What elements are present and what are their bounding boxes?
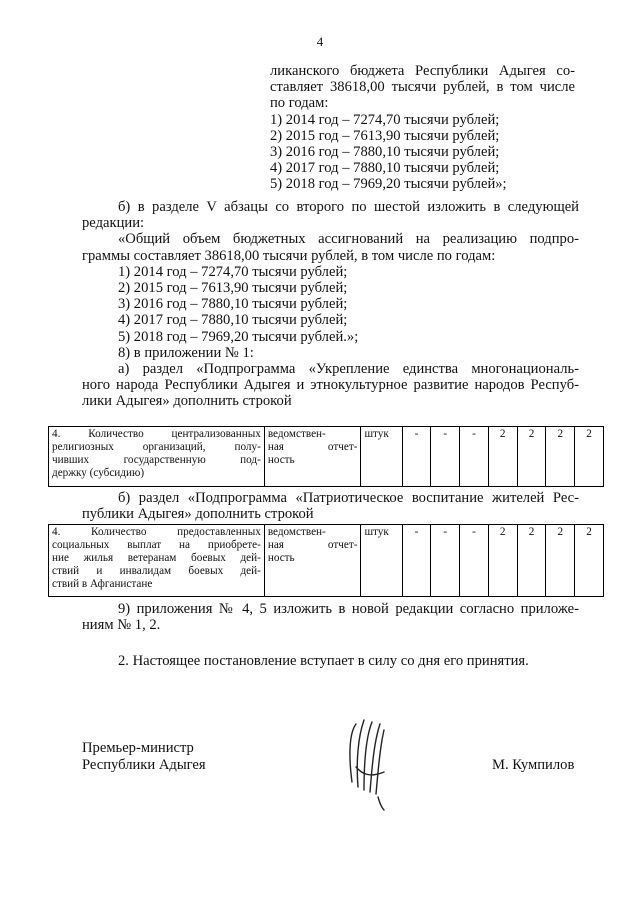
source-cell [264,427,361,487]
text-line: ставляет 38618,00 тысячи рублей, в том числе [270,79,575,96]
page-number: 4 [316,34,324,49]
value-cell: 2 [517,427,546,487]
signer-position [82,740,206,774]
cell-line: чивших государственную под- [52,454,261,466]
year-item: 1) 2014 год – 7274,70 тысячи рублей; [270,111,500,128]
text-line: ного народа Республики Адыгея и этнокультурное развитие народов Респуб- [82,377,579,394]
value-cell: 2 [575,427,604,487]
text-line: б) раздел «Подпрограмма «Патриотическое воспитание жителей Рес- [118,490,579,506]
position-line: Премьер-министр [82,740,194,756]
text-line: 8) в приложении № 1: [118,344,254,361]
text-line: б) в разделе V абзацы со второго по шестой изложить в следующей [118,199,579,215]
year-item: 5) 2018 год – 7969,20 тысячи рублей»; [270,176,507,193]
year-item: 1) 2014 год – 7274,70 тысячи рублей; [118,263,348,280]
text-line: публики Адыгея» дополнить строкой [82,506,314,523]
value-cell: - [431,525,460,597]
year-item: 4) 2017 год – 7880,10 тысячи рублей; [270,160,500,177]
position-line: Республики Адыгея [82,757,206,773]
handwritten-signature [340,712,400,812]
budget-continuation [270,63,575,193]
indicator-cell [49,525,265,597]
value-cell: - [431,427,460,487]
cell-line: держку (субсидию) [52,467,145,479]
year-item: 2) 2015 год – 7613,90 тысячи рублей; [270,127,500,144]
year-item: 3) 2016 год – 7880,10 тысячи рублей; [270,143,500,160]
table-row [49,525,604,597]
table-row [49,427,604,487]
cell-line: социальных выплат на приобрете- [52,539,261,551]
text-line: ликанского бюджета Республики Адыгея со- [270,63,575,79]
value-cell: 2 [517,525,546,597]
cell-line: религиозных организаций, полу- [52,441,261,453]
year-item: 4) 2017 год – 7880,10 тысячи рублей; [118,312,348,329]
text-line: «Общий объем бюджетных ассигнований на реализацию подпро- [118,231,579,248]
year-item: 5) 2018 год – 7969,20 тысячи рублей.»; [118,328,359,345]
value-cell: 2 [488,525,517,597]
cell-line: ная отчет- [267,441,358,453]
cell-line: ведомствен- [267,526,326,538]
item-9 [82,601,579,633]
section-b2 [82,490,579,522]
text-line: лики Адыгея» дополнить строкой [82,393,292,410]
cell-line: ность [267,454,295,466]
signer-name: М. Кумпилов [492,757,575,773]
unit-cell: штук [361,525,402,597]
text-line: граммы составляет 38618,00 тысячи рублей, в том числе по годам: [82,247,496,264]
value-cell: - [460,427,489,487]
value-cell: 2 [546,525,575,597]
source-cell [264,525,361,597]
value-cell: 2 [575,525,604,597]
text-line: а) раздел «Подпрограмма «Укрепление единства многонациональ- [118,360,579,377]
inserted-row-table-2 [48,524,604,597]
cell-line: ность [267,552,295,564]
cell-line: 4. Количество централизованных [52,428,261,440]
paragraph-2 [118,653,578,669]
text-line: 2. Настоящее постановление вступает в силу со дня его принятия. [118,653,529,669]
text-line: по годам: [270,95,329,112]
cell-line: ние жилья ветеранам боевых дей- [52,552,261,564]
text-line: ниям № 1, 2. [82,617,161,634]
section-b [82,199,579,409]
text-line: редакции: [82,215,145,232]
inserted-row-table-1 [48,426,604,487]
cell-line: ная отчет- [267,539,358,551]
cell-line: ствий в Афганистане [52,578,153,590]
value-cell: 2 [488,427,517,487]
value-cell: - [402,427,431,487]
text-line: 9) приложения № 4, 5 изложить в новой редакции согласно приложе- [118,601,579,617]
value-cell: - [460,525,489,597]
year-item: 3) 2016 год – 7880,10 тысячи рублей; [118,296,348,313]
cell-line: 4. Количество предоставленных [52,526,261,538]
value-cell: - [402,525,431,597]
value-cell: 2 [546,427,575,487]
cell-line: ствий и инвалидам боевых дей- [52,565,261,577]
indicator-cell [49,427,265,487]
cell-line: ведомствен- [267,428,326,440]
unit-cell: штук [361,427,402,487]
year-item: 2) 2015 год – 7613,90 тысячи рублей; [118,279,348,296]
